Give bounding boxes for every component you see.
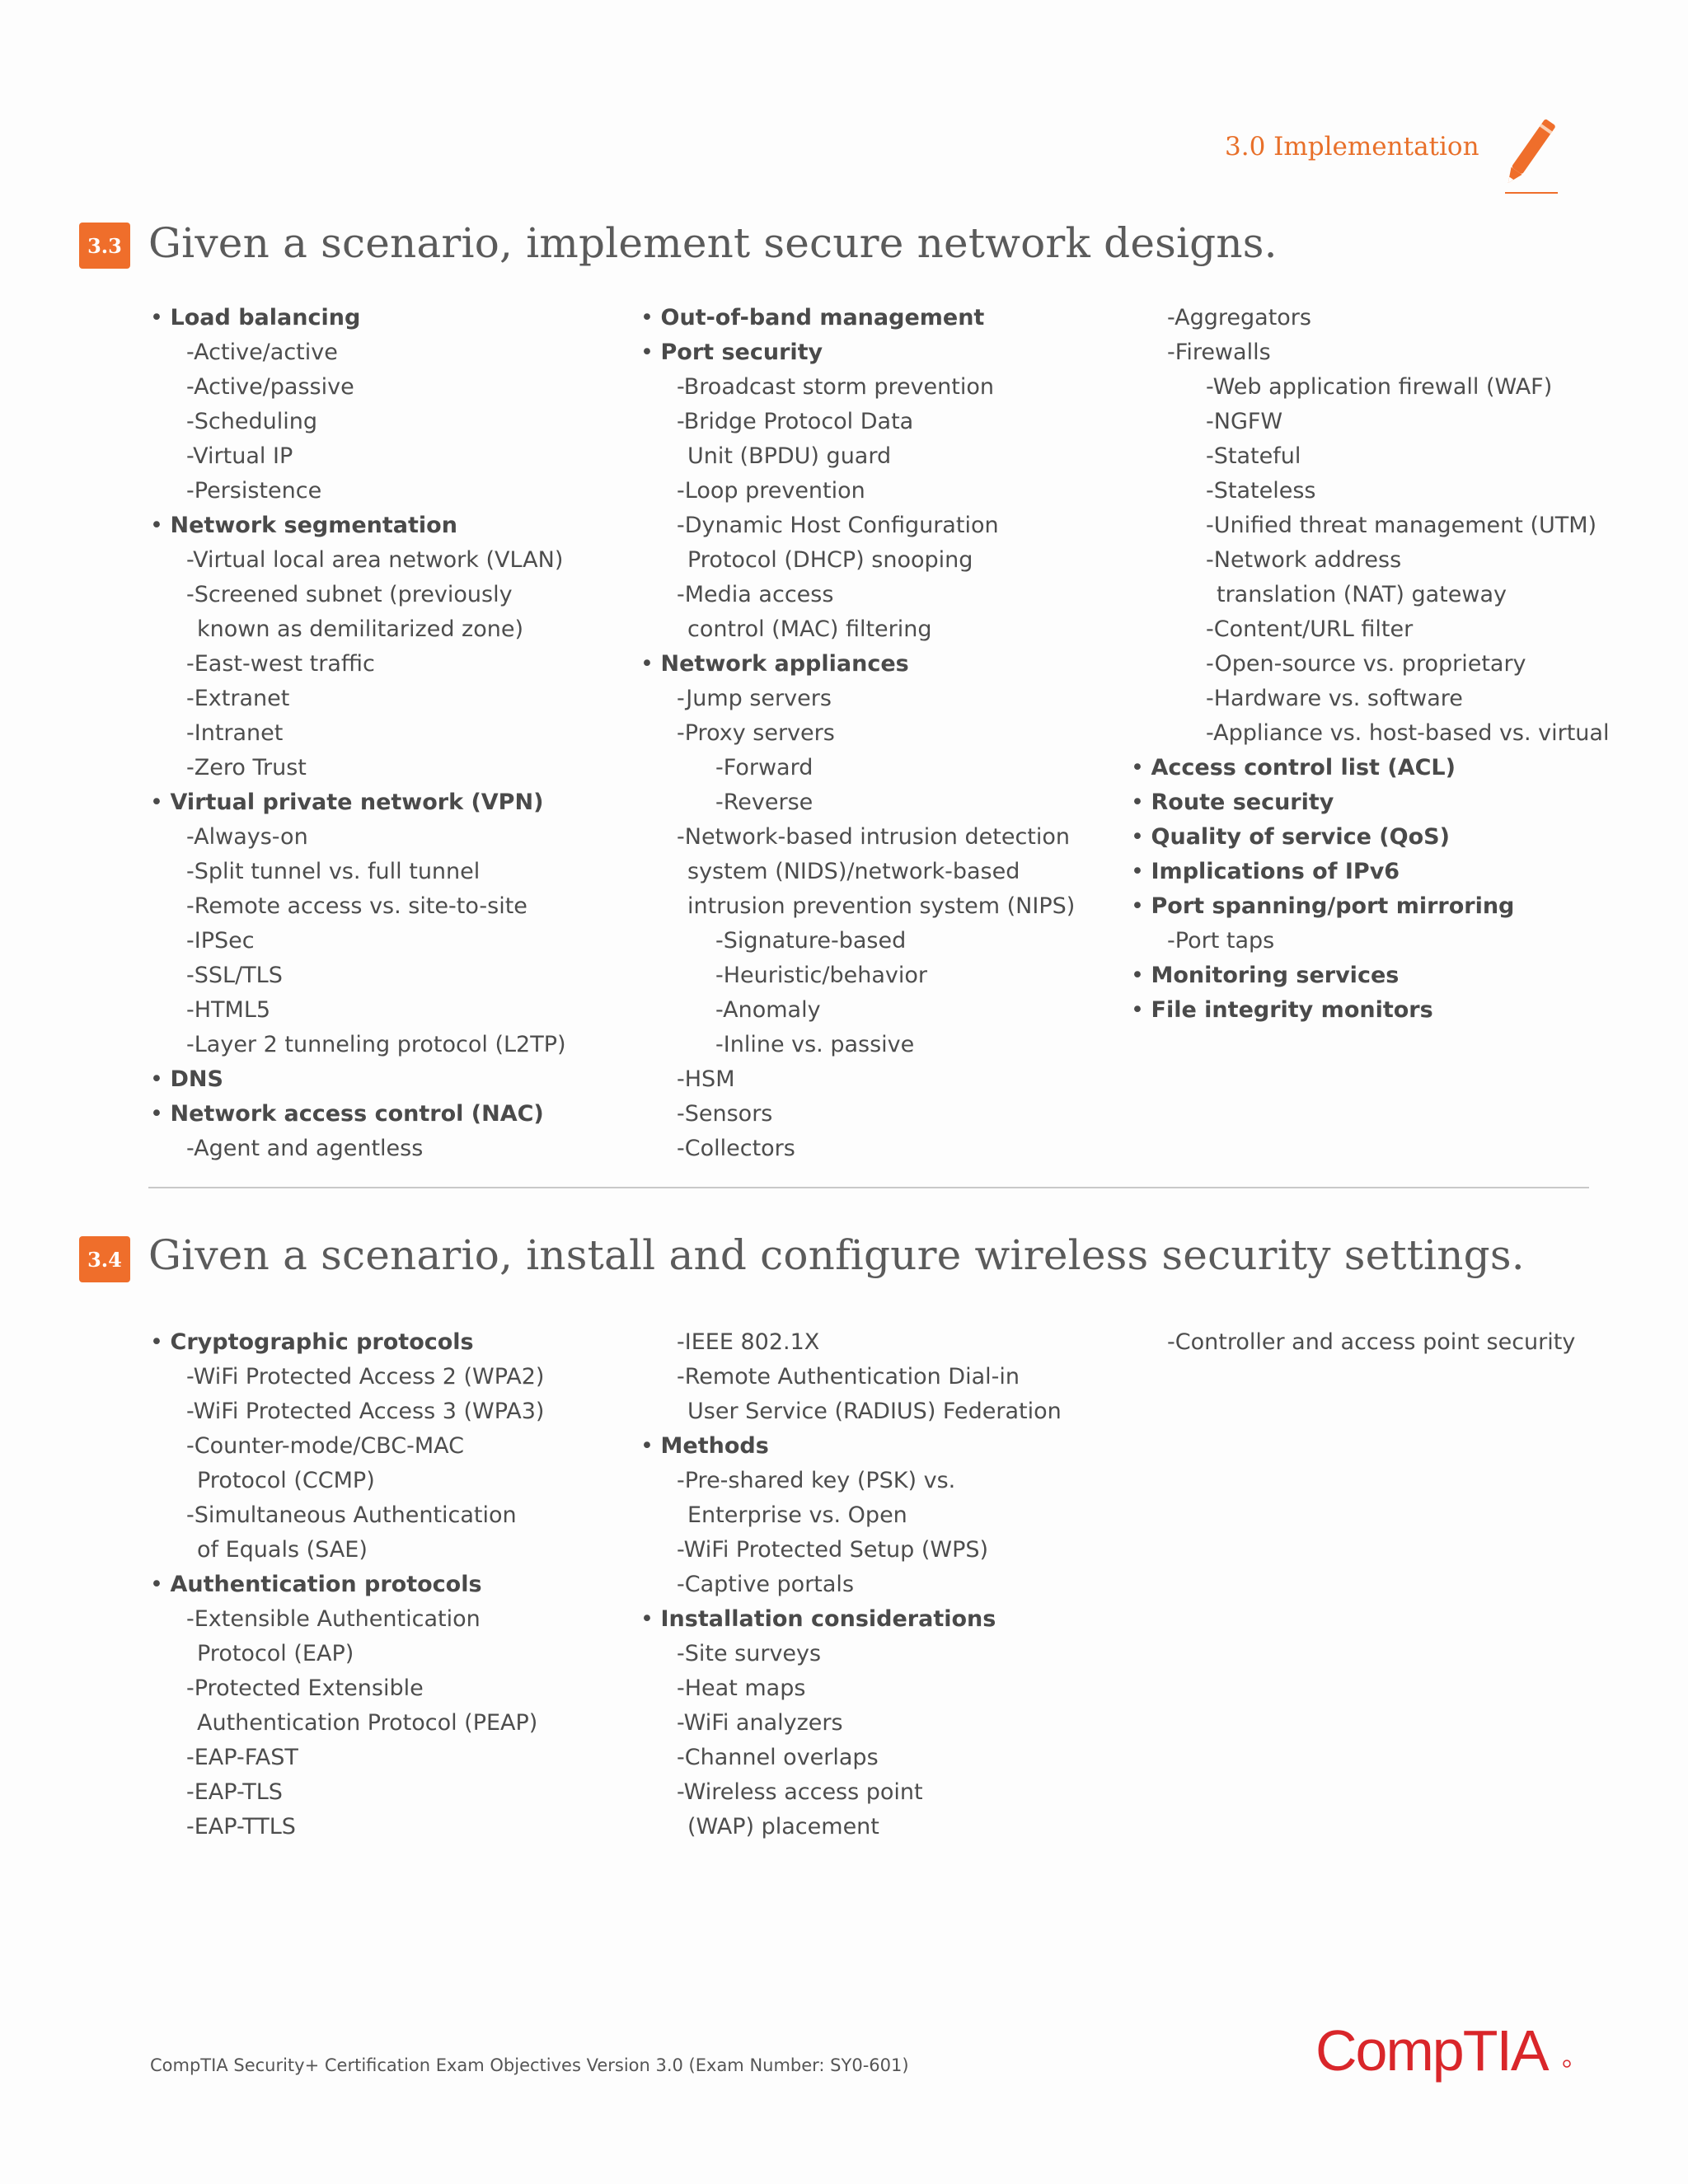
objective-subitem-continued: system (NIDS)/network-based [687, 859, 1020, 884]
objective-subitem: - Collectors [677, 1132, 1102, 1166]
objective-subitem-continued: Protocol (CCMP) [197, 1468, 375, 1493]
objective-subsubitem: - Heuristic/behavior [715, 958, 1102, 993]
objective-item: • Route security [1131, 785, 1592, 820]
objective-subitem: - Controller and access point security [1167, 1325, 1592, 1360]
svg-text:CompTIA: CompTIA [1315, 2021, 1548, 2083]
pen-icon [1500, 114, 1558, 196]
objective-subitem: - Jump servers [677, 682, 1102, 716]
objective-subitem-continued: known as demilitarized zone) [197, 616, 523, 642]
objective-item: • Out-of-band management [640, 301, 1102, 335]
objective-subsubitem: - Web application firewall (WAF) [1206, 370, 1592, 405]
objective-subitem: - Bridge Protocol Data [677, 405, 1102, 439]
objective-subitem: - Channel overlaps [677, 1741, 1102, 1775]
objective-subitem: - WiFi Protected Setup (WPS) [677, 1533, 1102, 1568]
objective-subsubitem-continued: translation (NAT) gateway [1217, 582, 1507, 607]
objective-subitem: - WiFi Protected Access 2 (WPA2) [186, 1360, 612, 1394]
objective-subitem: - Simultaneous Authentication [186, 1498, 612, 1533]
objectives-column-3 [1131, 1325, 1592, 1360]
objective-item: • Load balancing [150, 301, 612, 335]
objective-subitem: - Sensors [677, 1097, 1102, 1132]
objective-item: • Network segmentation [150, 509, 612, 543]
objective-subitem: - EAP-TTLS [186, 1810, 612, 1844]
objective-subitem: - EAP-FAST [186, 1741, 612, 1775]
objective-subitem: - Proxy servers [677, 716, 1102, 751]
objective-subitem: - EAP-TLS [186, 1775, 612, 1810]
objective-subitem-continued: Unit (BPDU) guard [687, 443, 892, 469]
objective-subsubitem: - Hardware vs. software [1206, 682, 1592, 716]
objective-subsubitem: - Open-source vs. proprietary [1206, 647, 1592, 682]
section-title: Given a scenario, install and configure wireless security settings. [148, 1231, 1525, 1279]
objective-subitem: - Scheduling [186, 405, 612, 439]
objective-subsubitem: - Anomaly [715, 993, 1102, 1028]
objective-subitem: - Loop prevention [677, 474, 1102, 509]
objective-subitem: - Captive portals [677, 1568, 1102, 1602]
objectives-column-1 [150, 301, 612, 1166]
objective-subitem: - HSM [677, 1062, 1102, 1097]
objective-subitem: - Firewalls [1167, 335, 1592, 370]
objective-subitem-continued: Authentication Protocol (PEAP) [197, 1710, 538, 1736]
objective-subitem: - Counter-mode/CBC-MAC [186, 1429, 612, 1464]
objective-subitem-continued: of Equals (SAE) [197, 1537, 368, 1563]
footer-text: CompTIA Security+ Certification Exam Objectives Version 3.0 (Exam Number: SY0-601) [150, 2055, 909, 2075]
objective-subitem: - WiFi analyzers [677, 1706, 1102, 1741]
objective-subitem: - Port taps [1167, 924, 1592, 958]
objective-subsubitem: - NGFW [1206, 405, 1592, 439]
objective-subsubitem: - Inline vs. passive [715, 1028, 1102, 1062]
objective-subsubitem: - Network address [1206, 543, 1592, 578]
objective-item: • Access control list (ACL) [1131, 751, 1592, 785]
objective-subitem: - Remote Authentication Dial-in [677, 1360, 1102, 1394]
objective-subitem: - Split tunnel vs. full tunnel [186, 855, 612, 889]
objective-subitem: - Aggregators [1167, 301, 1592, 335]
objective-subitem: - Persistence [186, 474, 612, 509]
objective-subitem: - Agent and agentless [186, 1132, 612, 1166]
objective-item: • Port spanning/port mirroring [1131, 889, 1592, 924]
objective-subitem: - East-west traffic [186, 647, 612, 682]
objective-item: • Cryptographic protocols [150, 1325, 612, 1360]
section-divider [148, 1187, 1589, 1188]
objective-item: • Network access control (NAC) [150, 1097, 612, 1132]
objective-subitem-continued: Protocol (DHCP) snooping [687, 547, 973, 573]
objective-subsubitem: - Stateful [1206, 439, 1592, 474]
objective-subitem-continued: intrusion prevention system (NIPS) [687, 893, 1076, 919]
objective-subitem: - Pre-shared key (PSK) vs. [677, 1464, 1102, 1498]
objective-subitem: - Screened subnet (previously [186, 578, 612, 612]
objective-subitem: - Extensible Authentication [186, 1602, 612, 1637]
objective-subitem-continued: control (MAC) filtering [687, 616, 932, 642]
objective-subitem: - Wireless access point [677, 1775, 1102, 1810]
objective-subitem: - Site surveys [677, 1637, 1102, 1671]
objective-subitem-continued: Enterprise vs. Open [687, 1502, 907, 1528]
objective-item: • Virtual private network (VPN) [150, 785, 612, 820]
objective-subsubitem: - Content/URL filter [1206, 612, 1592, 647]
section-number-badge: 3.4 [79, 1236, 130, 1282]
objective-subsubitem: - Unified threat management (UTM) [1206, 509, 1592, 543]
objective-item: • Network appliances [640, 647, 1102, 682]
objective-subsubitem: - Reverse [715, 785, 1102, 820]
objective-subitem: - WiFi Protected Access 3 (WPA3) [186, 1394, 612, 1429]
objective-subitem: - Layer 2 tunneling protocol (L2TP) [186, 1028, 612, 1062]
objective-subsubitem: - Appliance vs. host-based vs. virtual [1206, 716, 1592, 751]
objective-item: • Installation considerations [640, 1602, 1102, 1637]
objective-subitem: - Always-on [186, 820, 612, 855]
objective-subitem: - Network-based intrusion detection [677, 820, 1102, 855]
objective-subitem-continued: (WAP) placement [687, 1814, 879, 1840]
objective-subitem: - Virtual IP [186, 439, 612, 474]
objective-subitem: - IPSec [186, 924, 612, 958]
objective-subitem: - Media access [677, 578, 1102, 612]
objective-subitem-continued: User Service (RADIUS) Federation [687, 1399, 1062, 1424]
objectives-column-1 [150, 1325, 612, 1844]
objective-item: • Quality of service (QoS) [1131, 820, 1592, 855]
objective-subitem: - IEEE 802.1X [677, 1325, 1102, 1360]
objectives-column-2 [640, 1325, 1102, 1844]
objective-item: • Authentication protocols [150, 1568, 612, 1602]
objective-subitem: - Protected Extensible [186, 1671, 612, 1706]
objective-subitem: - SSL/TLS [186, 958, 612, 993]
objective-subitem: - HTML5 [186, 993, 612, 1028]
objective-item: • File integrity monitors [1131, 993, 1592, 1028]
objective-subitem: - Zero Trust [186, 751, 612, 785]
objective-item: • Methods [640, 1429, 1102, 1464]
section-title: Given a scenario, implement secure network designs. [148, 219, 1278, 267]
section-number-badge: 3.3 [79, 223, 130, 269]
objective-subitem: - Broadcast storm prevention [677, 370, 1102, 405]
objective-item: • Implications of IPv6 [1131, 855, 1592, 889]
objective-subitem: - Remote access vs. site-to-site [186, 889, 612, 924]
objective-subitem: - Extranet [186, 682, 612, 716]
objective-subitem: - Active/active [186, 335, 612, 370]
objective-subitem: - Active/passive [186, 370, 612, 405]
objective-subitem: - Heat maps [677, 1671, 1102, 1706]
objective-subsubitem: - Stateless [1206, 474, 1592, 509]
objective-subitem-continued: Protocol (EAP) [197, 1641, 354, 1666]
objective-subitem: - Dynamic Host Configuration [677, 509, 1102, 543]
comptia-logo [1315, 2021, 1579, 2087]
objective-subsubitem: - Signature-based [715, 924, 1102, 958]
objective-subsubitem: - Forward [715, 751, 1102, 785]
objective-subitem: - Intranet [186, 716, 612, 751]
objective-subitem: - Virtual local area network (VLAN) [186, 543, 612, 578]
objectives-column-3 [1131, 301, 1610, 1028]
objective-item: • Monitoring services [1131, 958, 1592, 993]
objectives-column-2 [640, 301, 1102, 1166]
objective-item: • Port security [640, 335, 1102, 370]
objective-item: • DNS [150, 1062, 612, 1097]
section-header-label: 3.0 Implementation [1225, 132, 1479, 162]
